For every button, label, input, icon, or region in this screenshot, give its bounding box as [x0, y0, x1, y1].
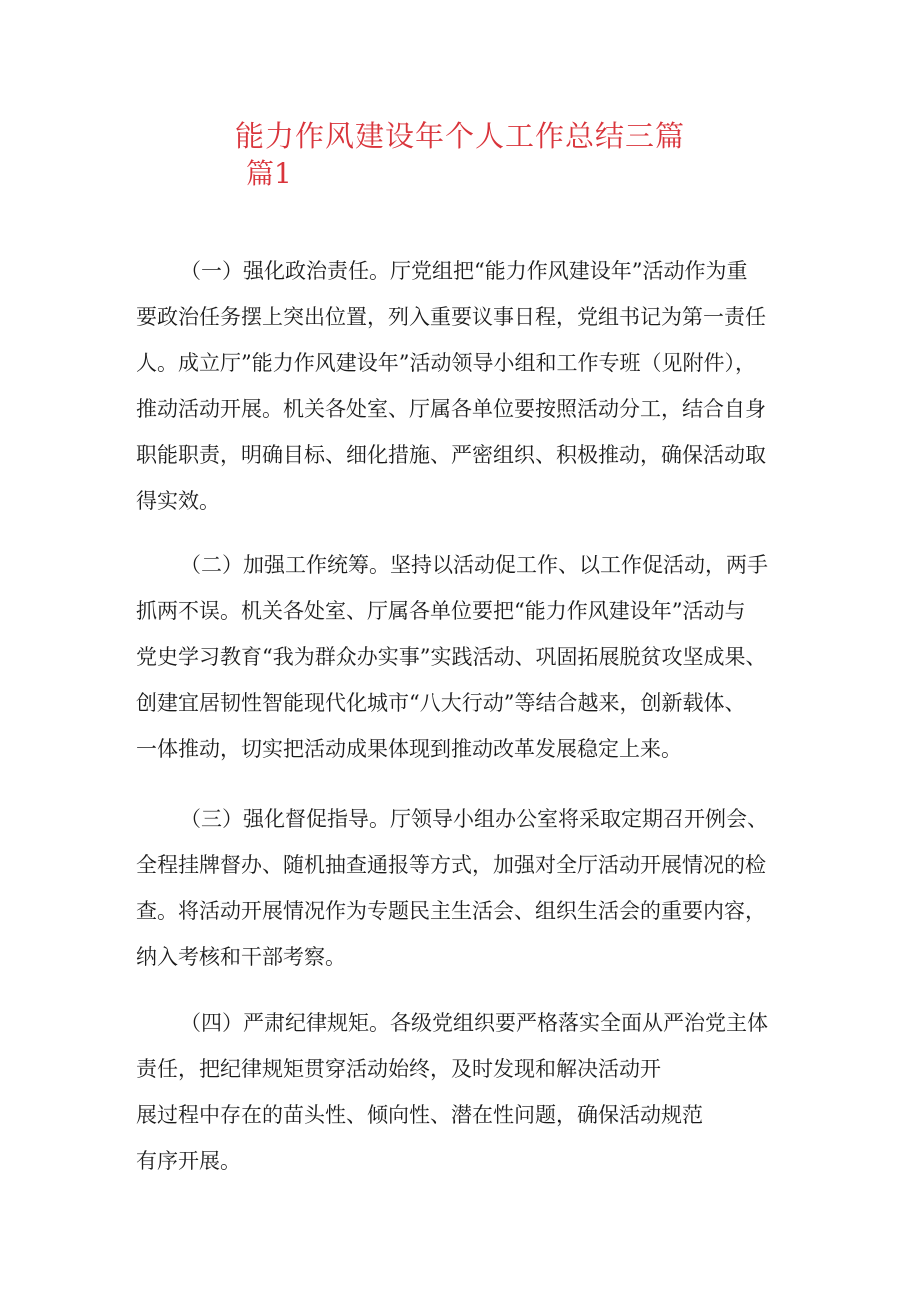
paragraph-2-line-4: 创建宜居韧性智能现代化城市“八大行动”等结合越来，创新载体、 [136, 691, 746, 715]
paragraph-2-line-1: （二）加强工作统筹。坚持以活动促工作、以工作促活动，两手 [180, 553, 768, 577]
paragraph-4-line-1: （四）严肃纪律规矩。各级党组织要严格落实全面从严治党主体 [180, 1011, 768, 1035]
paragraph-1-line-1: （一）强化政治责任。厅党组把“能力作风建设年”活动作为重 [180, 259, 748, 283]
paragraph-4-line-4: 有序开展。 [136, 1149, 241, 1173]
paragraph-2-line-2: 抓两不误。机关各处室、厅属各单位要把“能力作风建设年”活动与 [136, 599, 746, 623]
paragraph-2-line-3: 党史学习教育“我为群众办实事”实践活动、巩固拓展脱贫攻坚成果、 [136, 645, 767, 669]
document-title: 能力作风建设年个人工作总结三篇 [234, 119, 685, 153]
paragraph-1-line-3: 人。成立厅”能力作风建设年”活动领导小组和工作专班（见附件）， [136, 351, 756, 375]
paragraph-1-line-4: 推动活动开展。机关各处室、厅属各单位要按照活动分工，结合自身 [136, 397, 766, 421]
paragraph-3-line-2: 全程挂牌督办、随机抽查通报等方式，加强对全厅活动开展情况的检 [136, 853, 766, 877]
paragraph-4-line-3: 展过程中存在的苗头性、倾向性、潜在性问题，确保活动规范 [136, 1103, 703, 1127]
paragraph-4-line-2: 责任，把纪律规矩贯穿活动始终，及时发现和解决活动开 [136, 1057, 661, 1081]
paragraph-3-line-1: （三）强化督促指导。厅领导小组办公室将采取定期召开例会、 [180, 807, 768, 831]
paragraph-3-line-3: 查。将活动开展情况作为专题民主生活会、组织生活会的重要内容， [136, 899, 766, 923]
paragraph-1-line-6: 得实效。 [136, 489, 220, 513]
section-label: 篇1 [246, 157, 292, 190]
paragraph-2-line-5: 一体推动，切实把活动成果体现到推动改革发展稳定上来。 [136, 737, 682, 761]
paragraph-1-line-5: 职能职责，明确目标、细化措施、严密组织、积极推动，确保活动取 [136, 443, 766, 467]
paragraph-1-line-2: 要政治任务摆上突出位置，列入重要议事日程，党组书记为第一责任 [136, 305, 766, 329]
paragraph-3-line-4: 纳入考核和干部考察。 [136, 945, 346, 969]
